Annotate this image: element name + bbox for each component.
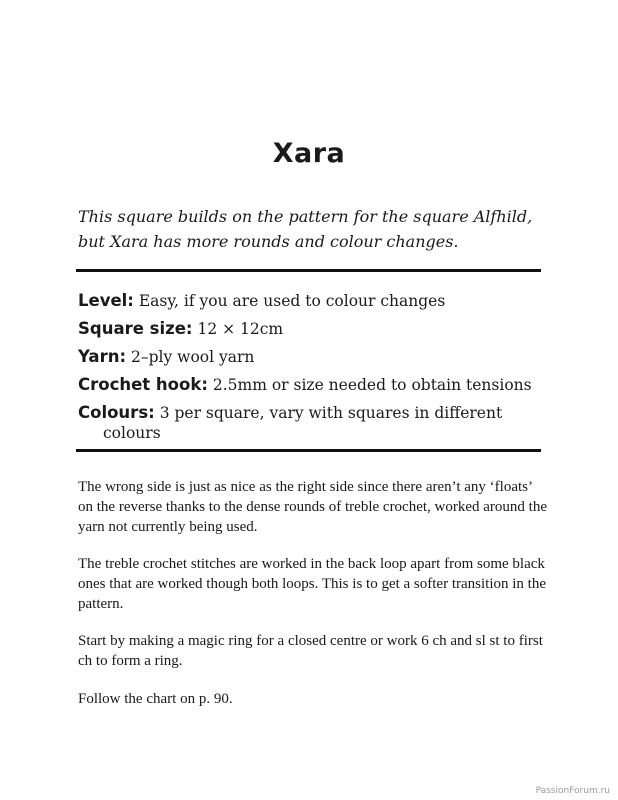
spec-label: Yarn: xyxy=(78,347,127,366)
spec-label: Crochet hook: xyxy=(78,375,208,394)
page-title: Xara xyxy=(272,138,346,169)
spec-crochet-hook xyxy=(78,371,548,399)
spec-label: Colours: xyxy=(78,403,155,422)
paragraph-chart-reference: Follow the chart on p. 90. xyxy=(78,691,233,707)
spec-yarn xyxy=(78,343,548,371)
spec-value: 12 × 12cm xyxy=(197,320,284,338)
spec-value: Easy, if you are used to colour changes xyxy=(138,292,446,310)
watermark: PassionForum.ru xyxy=(535,786,610,796)
paragraph-treble-crochet: The treble crochet stitches are worked in the back loop apart from some black ones that are worked though both loops. This is to get a softer transition in the pattern. xyxy=(78,556,546,612)
spec-colours xyxy=(78,403,548,443)
spec-level xyxy=(78,287,548,315)
intro-text: This square builds on the pattern for the square Alfhild, but Xara has more rounds and colour changes. xyxy=(78,207,533,251)
spec-label: Level: xyxy=(78,291,134,310)
spec-value: 2.5mm or size needed to obtain tensions xyxy=(212,376,532,394)
spec-value: 2–ply wool yarn xyxy=(131,348,255,366)
spec-value: 3 per square, vary with squares in different colours xyxy=(103,404,503,442)
bottom-divider xyxy=(76,449,541,452)
spec-square-size xyxy=(78,315,548,343)
specs-list xyxy=(78,287,548,443)
top-divider xyxy=(76,269,541,272)
spec-label: Square size: xyxy=(78,319,193,338)
paragraph-wrong-side: The wrong side is just as nice as the right side since there aren’t any ‘floats’ on the reverse thanks to the dense rounds of treble crochet, worked around the yarn not currently being used. xyxy=(78,479,548,535)
paragraph-magic-ring: Start by making a magic ring for a closed centre or work 6 ch and sl st to first ch to form a ring. xyxy=(78,633,543,669)
